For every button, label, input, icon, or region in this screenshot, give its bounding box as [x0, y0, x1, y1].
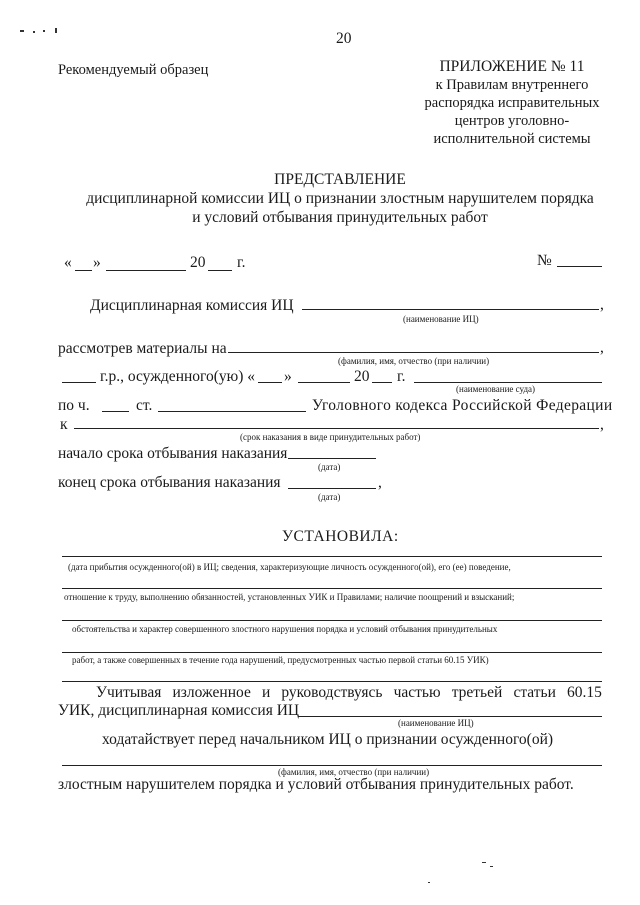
- conclusion-line-1: [96, 684, 602, 702]
- start-date-field[interactable]: [288, 458, 376, 459]
- sentence-year-field[interactable]: [372, 382, 392, 383]
- article-field[interactable]: [158, 411, 306, 412]
- commission-name-field-2[interactable]: [298, 716, 602, 717]
- commission-hint: (наименование ИЦ): [403, 314, 479, 324]
- day-field[interactable]: [75, 270, 92, 271]
- findings-field-3[interactable]: [62, 620, 602, 621]
- appendix-line: распорядка исправительных: [424, 95, 600, 111]
- conclusion-word: 60.15: [567, 684, 602, 701]
- birth-year-field[interactable]: [62, 382, 96, 383]
- conclusion-word: и: [261, 684, 271, 701]
- court-hint: (наименование суда): [456, 384, 536, 394]
- month-field[interactable]: [106, 270, 186, 271]
- sample-label: Рекомендуемый образец: [58, 62, 209, 78]
- conclusion-word: статьи: [513, 684, 556, 701]
- findings-hint-4: работ, а также совершенных в течение года нарушений, предусмотренных частью первой статьи 60.15 УИК): [72, 655, 489, 665]
- conclusion-word: Учитывая: [96, 684, 162, 701]
- findings-field-4[interactable]: [62, 652, 602, 653]
- person-name-field-2[interactable]: [62, 765, 602, 766]
- sentence-term-hint: (срок наказания в виде принудительных работ): [240, 432, 421, 442]
- year-prefix: 20: [190, 254, 206, 271]
- end-label: конец срока отбывания наказания: [58, 474, 281, 491]
- end-date-hint: (дата): [318, 492, 341, 502]
- to-comma: ,: [600, 416, 604, 433]
- scan-speck: [55, 28, 57, 33]
- appendix-line: к Правилам внутреннего: [435, 77, 589, 93]
- sentence-term-field[interactable]: [74, 428, 599, 429]
- established-heading: УСТАНОВИЛА:: [282, 528, 399, 545]
- scan-speck: [428, 882, 430, 883]
- commission-name-field[interactable]: [302, 309, 599, 310]
- scan-speck: [43, 30, 45, 32]
- court-name-field[interactable]: [414, 382, 602, 383]
- sentence-year-suffix: г.: [397, 368, 406, 385]
- date-open-quote: «: [64, 254, 72, 271]
- conclusion-word: изложенное: [172, 684, 251, 701]
- document-number-field[interactable]: [557, 266, 602, 267]
- appendix-block: [412, 58, 612, 148]
- article-label: ст.: [136, 397, 153, 414]
- conclusion-line-2: УИК, дисциплинарная комиссия ИЦ: [58, 702, 300, 719]
- findings-hint-1: (дата прибытия осужденного(ой) в ИЦ; сведения, характеризующие личность осужденного(ой), его (ее) поведение,: [68, 562, 511, 572]
- to-label: к: [60, 416, 68, 433]
- conclusion-line-3: ходатайствует перед начальником ИЦ о признании осужденного(ой): [102, 731, 554, 748]
- commission-label: Дисциплинарная комиссия ИЦ: [90, 297, 294, 314]
- appendix-line: центров уголовно-: [454, 113, 570, 129]
- year-suffix: г.: [237, 254, 246, 271]
- year-field[interactable]: [208, 270, 232, 271]
- title-line: и условий отбывания принудительных работ: [192, 209, 488, 226]
- document-title: [40, 170, 640, 227]
- end-comma: ,: [378, 474, 382, 491]
- page-number: 20: [336, 30, 352, 47]
- part-field[interactable]: [102, 411, 129, 412]
- sentence-month-field[interactable]: [298, 382, 350, 383]
- scan-speck: [482, 862, 486, 863]
- appendix-title: ПРИЛОЖЕНИЕ № 11: [439, 58, 585, 75]
- start-label: начало срока отбывания наказания: [58, 445, 288, 462]
- date-close-quote: »: [93, 254, 101, 271]
- sentence-year-prefix: 20: [354, 368, 370, 385]
- title-heading: ПРЕДСТАВЛЕНИЕ: [274, 171, 406, 188]
- criminal-code-label: Уголовного кодекса Российской Федерации: [312, 397, 613, 414]
- person-name-field[interactable]: [228, 352, 599, 353]
- birth-label: г.р., осужденного(ую) «: [100, 368, 256, 385]
- conclusion-word: частью: [393, 684, 441, 701]
- materials-label: рассмотрев материалы на: [58, 340, 227, 357]
- scan-speck: [490, 866, 493, 867]
- findings-field-1[interactable]: [62, 556, 602, 557]
- conclusion-line-4: злостным нарушителем порядка и условий отбывания принудительных работ.: [58, 776, 574, 793]
- birth-close-quote: »: [284, 368, 292, 385]
- findings-field-5[interactable]: [62, 681, 602, 682]
- findings-field-2[interactable]: [62, 588, 602, 589]
- conclusion-word: руководствуясь: [281, 684, 383, 701]
- sentence-day-field[interactable]: [258, 382, 282, 383]
- appendix-line: исполнительной системы: [433, 131, 591, 147]
- materials-comma: ,: [600, 339, 604, 356]
- conclusion-word: третьей: [451, 684, 503, 701]
- title-line: дисциплинарной комиссии ИЦ о признании злостным нарушителем порядка: [86, 190, 594, 207]
- findings-hint-3: обстоятельства и характер совершенного злостного нарушения порядка и условий отбывания принудительных: [72, 624, 498, 634]
- scan-speck: [33, 31, 35, 33]
- conclusion-hint-2: (фамилия, имя, отчество (при наличии): [278, 767, 430, 777]
- end-date-field[interactable]: [288, 488, 376, 489]
- conclusion-hint-1: (наименование ИЦ): [398, 718, 474, 728]
- scan-speck: [20, 30, 24, 32]
- part-label: по ч.: [58, 397, 90, 414]
- start-date-hint: (дата): [318, 462, 341, 472]
- materials-hint: (фамилия, имя, отчество (при наличии): [338, 356, 490, 366]
- commission-comma: ,: [600, 296, 604, 313]
- number-sign: №: [537, 252, 552, 269]
- findings-hint-2: отношение к труду, выполнению обязанностей, установленных УИК и Правилами; наличие поощрений и взысканий;: [64, 592, 515, 602]
